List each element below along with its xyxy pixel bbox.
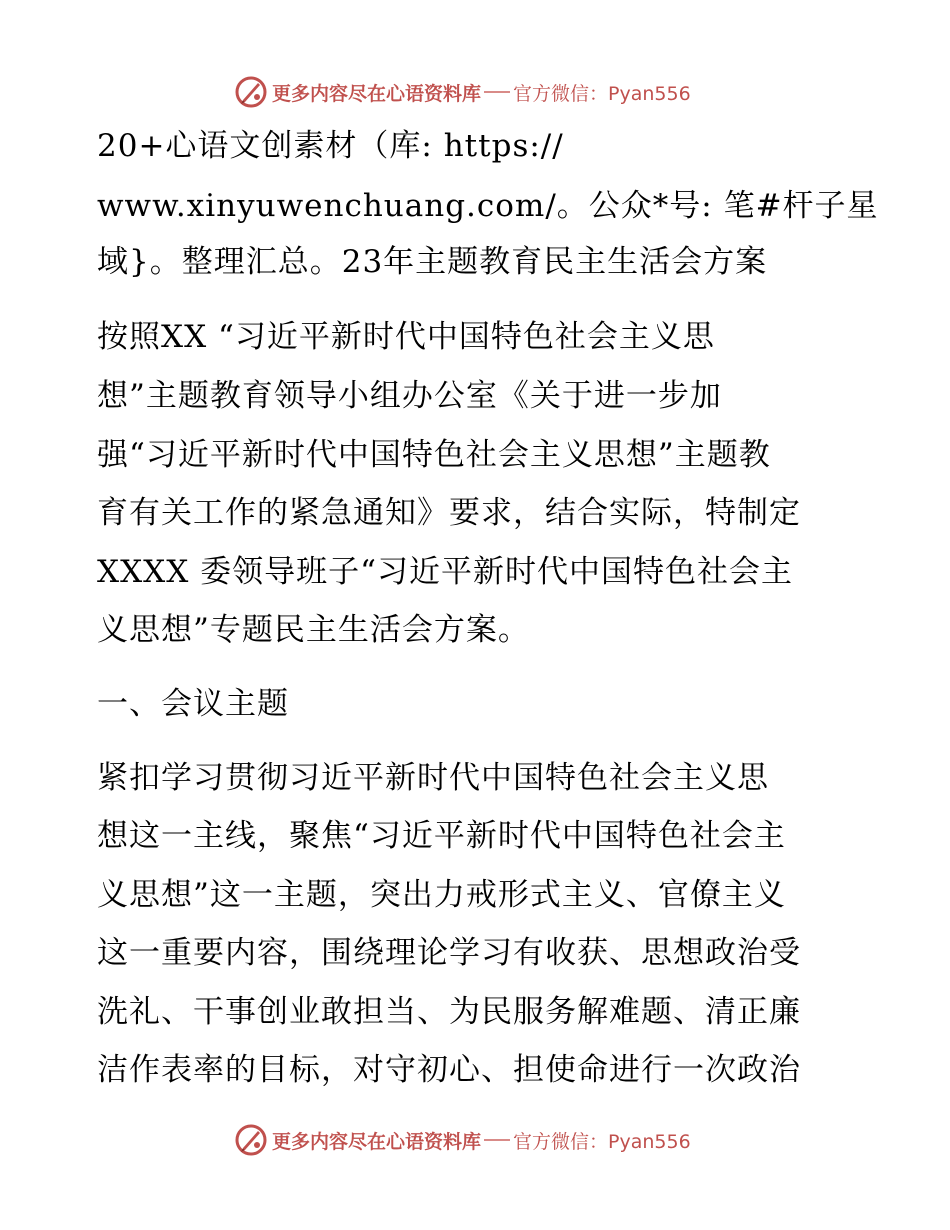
intro-line-2: www.xinyuwenchuang.com/。公众*号: 笔#杆子星	[97, 188, 879, 224]
para2-line-6: 洁作表率的目标，对守初心、担使命进行一次政治	[97, 1052, 801, 1088]
quill-logo-icon	[234, 75, 268, 109]
para2-line-1: 紧扣学习贯彻习近平新时代中国特色社会主义思	[97, 760, 769, 796]
para1-line-4: 育有关工作的紧急通知》要求，结合实际，特制定	[97, 495, 801, 531]
para1-line-6: 义思想”专题民主生活会方案。	[97, 612, 530, 648]
footer-divider	[484, 1139, 510, 1141]
para2-line-4: 这一重要内容，围绕理论学习有收获、思想政治受	[97, 935, 801, 971]
header-divider	[484, 91, 510, 93]
footer-banner	[234, 1120, 691, 1160]
quill-logo-icon	[234, 1123, 268, 1157]
header-site-text: 更多内容尽在心语资料库	[272, 82, 482, 105]
header-banner	[234, 72, 691, 112]
para1-line-2: 想”主题教育领导小组办公室《关于进一步加	[97, 378, 722, 414]
para1-line-5: XXXX 委领导班子“习近平新时代中国特色社会主	[97, 554, 793, 590]
header-wechat-text: 官方微信：Pyan556	[513, 82, 691, 105]
para1-line-1: 按照XX “习近平新时代中国特色社会主义思	[97, 319, 715, 355]
para2-line-5: 洗礼、干事创业敢担当、为民服务解难题、清正廉	[97, 994, 801, 1030]
footer-wechat-text: 官方微信：Pyan556	[513, 1130, 691, 1153]
footer-site-text: 更多内容尽在心语资料库	[272, 1130, 482, 1153]
para1-line-3: 强“习近平新时代中国特色社会主义思想”主题教	[97, 437, 771, 473]
intro-line-3: 域}。整理汇总。23年主题教育民主生活会方案	[97, 244, 768, 280]
para2-line-3: 义思想”这一主题，突出力戒形式主义、官僚主义	[97, 877, 786, 913]
section-heading: 一、会议主题	[97, 686, 289, 722]
para2-line-2: 想这一主线，聚焦“习近平新时代中国特色社会主	[97, 818, 786, 854]
intro-line-1: 20+心语文创素材（库: https://	[97, 128, 564, 164]
